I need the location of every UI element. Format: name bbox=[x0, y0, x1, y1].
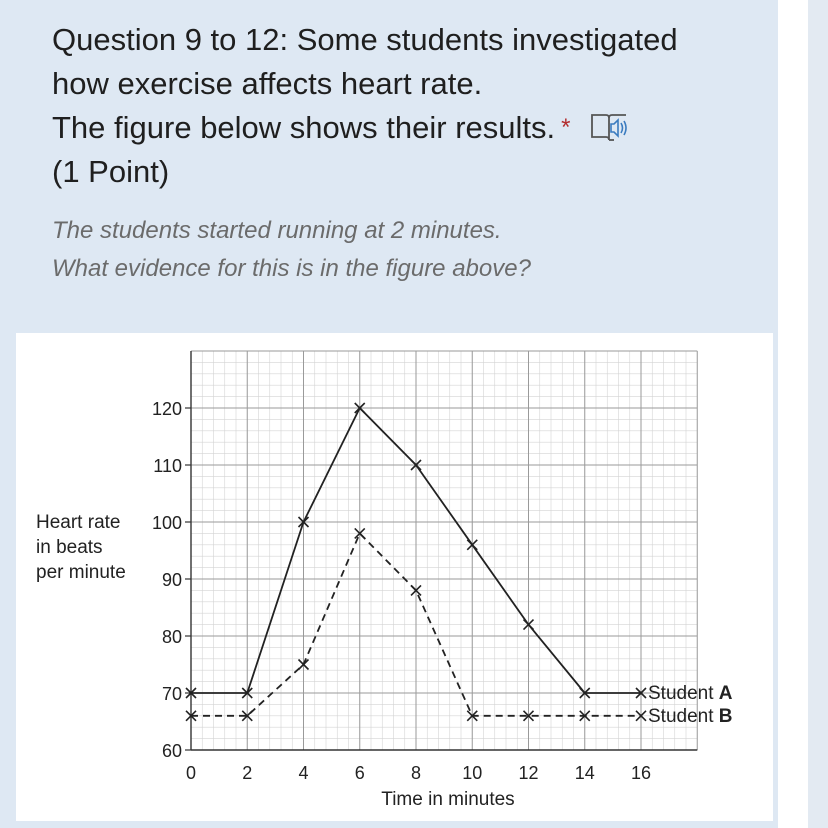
x-tick-labels bbox=[186, 763, 651, 783]
question-title-line2: how exercise affects heart rate. bbox=[52, 66, 483, 101]
y-axis-label-line: per minute bbox=[36, 562, 126, 583]
question-subtitle bbox=[52, 212, 752, 288]
x-tick-label: 16 bbox=[630, 763, 652, 783]
grid-major bbox=[191, 351, 697, 750]
subtitle-line2: What evidence for this is in the figure above? bbox=[52, 255, 531, 282]
y-tick-label: 70 bbox=[161, 684, 182, 704]
points-label: (1 Point) bbox=[52, 154, 170, 189]
question-title-line3 bbox=[52, 106, 752, 150]
subtitle-line1: The students started running at 2 minutes. bbox=[52, 217, 502, 244]
x-tick-label: 10 bbox=[462, 763, 483, 783]
legend-prefix: Student bbox=[648, 683, 719, 704]
legend-layer bbox=[648, 683, 733, 727]
x-tick-label: 4 bbox=[298, 763, 309, 783]
x-tick-label: 12 bbox=[518, 763, 539, 783]
y-tick-label: 110 bbox=[153, 456, 182, 476]
x-tick-label: 8 bbox=[410, 763, 422, 783]
question-title-line3-text: The figure below shows their results. bbox=[52, 110, 556, 145]
figure-panel bbox=[16, 333, 773, 821]
y-axis-label-line: in beats bbox=[36, 537, 103, 558]
legend-prefix: Student bbox=[648, 705, 719, 727]
y-tick-label: 120 bbox=[151, 399, 182, 419]
y-tick-labels bbox=[152, 399, 191, 761]
x-tick-label: 14 bbox=[574, 763, 595, 783]
y-tick-label: 90 bbox=[161, 570, 182, 590]
grid-minor bbox=[191, 351, 697, 750]
x-axis-label: Time in minutes bbox=[381, 789, 515, 810]
legend-letter: A bbox=[718, 683, 733, 704]
axes bbox=[191, 351, 697, 750]
y-tick-label: 100 bbox=[151, 513, 182, 533]
scroll-edge bbox=[808, 0, 828, 828]
question-title bbox=[52, 18, 752, 194]
y-tick-label: 80 bbox=[161, 627, 182, 647]
immersive-reader-icon[interactable] bbox=[590, 110, 630, 144]
x-tick-label: 0 bbox=[185, 763, 197, 783]
y-axis-label-line: Heart rate bbox=[36, 512, 121, 533]
y-tick-label: 60 bbox=[161, 741, 182, 761]
required-marker: * bbox=[561, 114, 571, 141]
y-axis-label bbox=[36, 512, 126, 583]
heart-rate-chart bbox=[16, 333, 773, 821]
question-title-line1: Question 9 to 12: Some students investigated bbox=[52, 22, 678, 57]
right-strip bbox=[778, 0, 808, 828]
legend-letter: B bbox=[718, 705, 733, 727]
x-tick-label: 2 bbox=[242, 763, 253, 783]
legend-entry-student-b bbox=[648, 706, 733, 727]
x-tick-label: 6 bbox=[354, 763, 365, 783]
legend-entry-student-a bbox=[648, 683, 733, 704]
